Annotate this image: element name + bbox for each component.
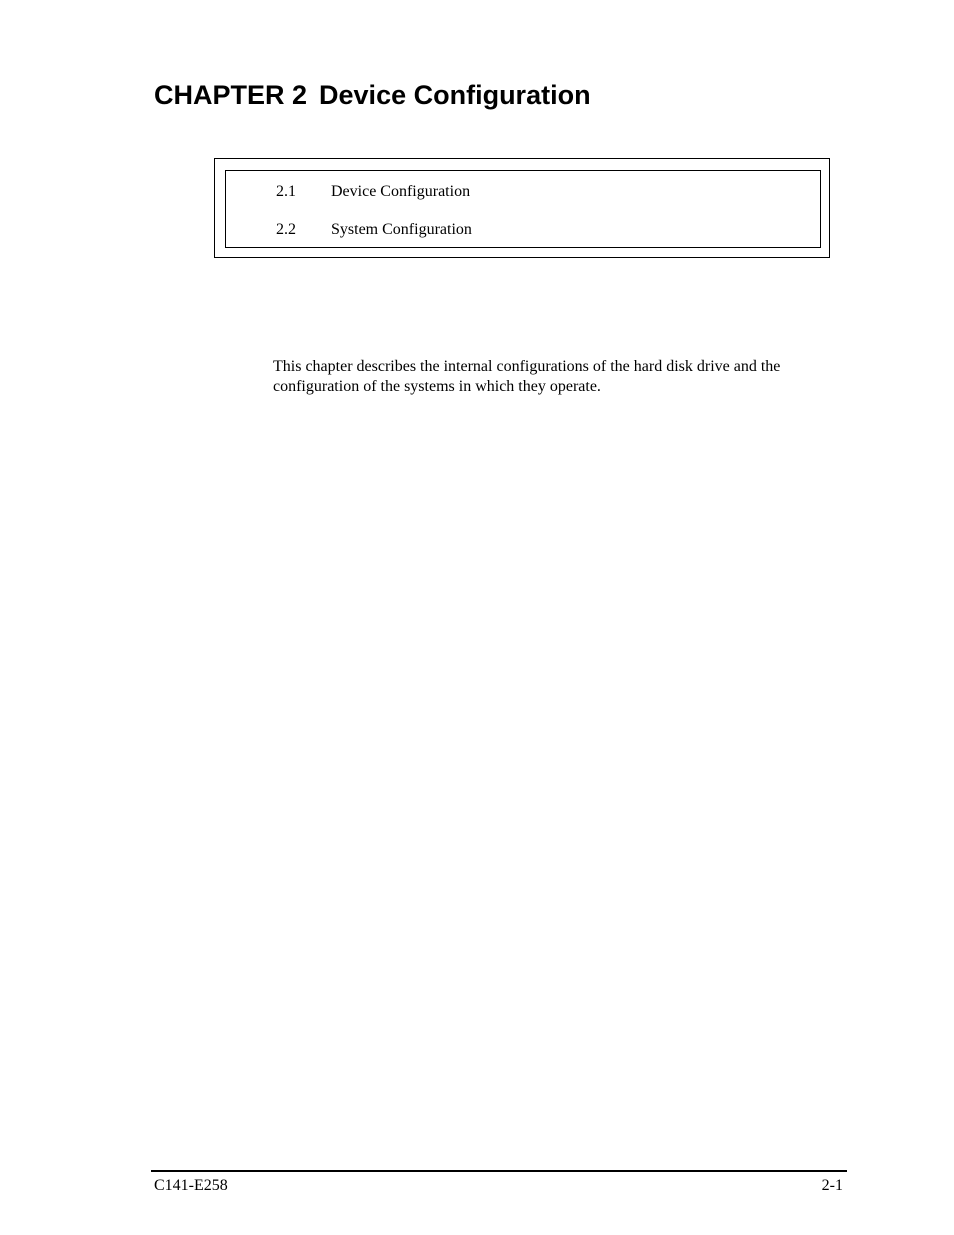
chapter-title: Device Configuration [319,80,591,110]
footer-page-number: 2-1 [821,1177,843,1194]
footer-divider [151,1170,847,1172]
section-contents-inner-frame [225,170,821,248]
toc-entry-number: 2.2 [276,221,296,238]
toc-entry-title: Device Configuration [331,183,471,200]
intro-paragraph: This chapter describes the internal configurations of the hard disk drive and the configuration of the systems in which they operate. [273,358,781,395]
section-contents-box [214,158,830,258]
toc-entry-title: System Configuration [331,221,472,238]
footer-document-code: C141-E258 [154,1177,228,1194]
toc-entry-number: 2.1 [276,183,296,200]
toc-entry [276,220,472,240]
chapter-label: CHAPTER 2 [154,80,308,110]
toc-entry [276,182,470,202]
chapter-heading [154,78,591,112]
